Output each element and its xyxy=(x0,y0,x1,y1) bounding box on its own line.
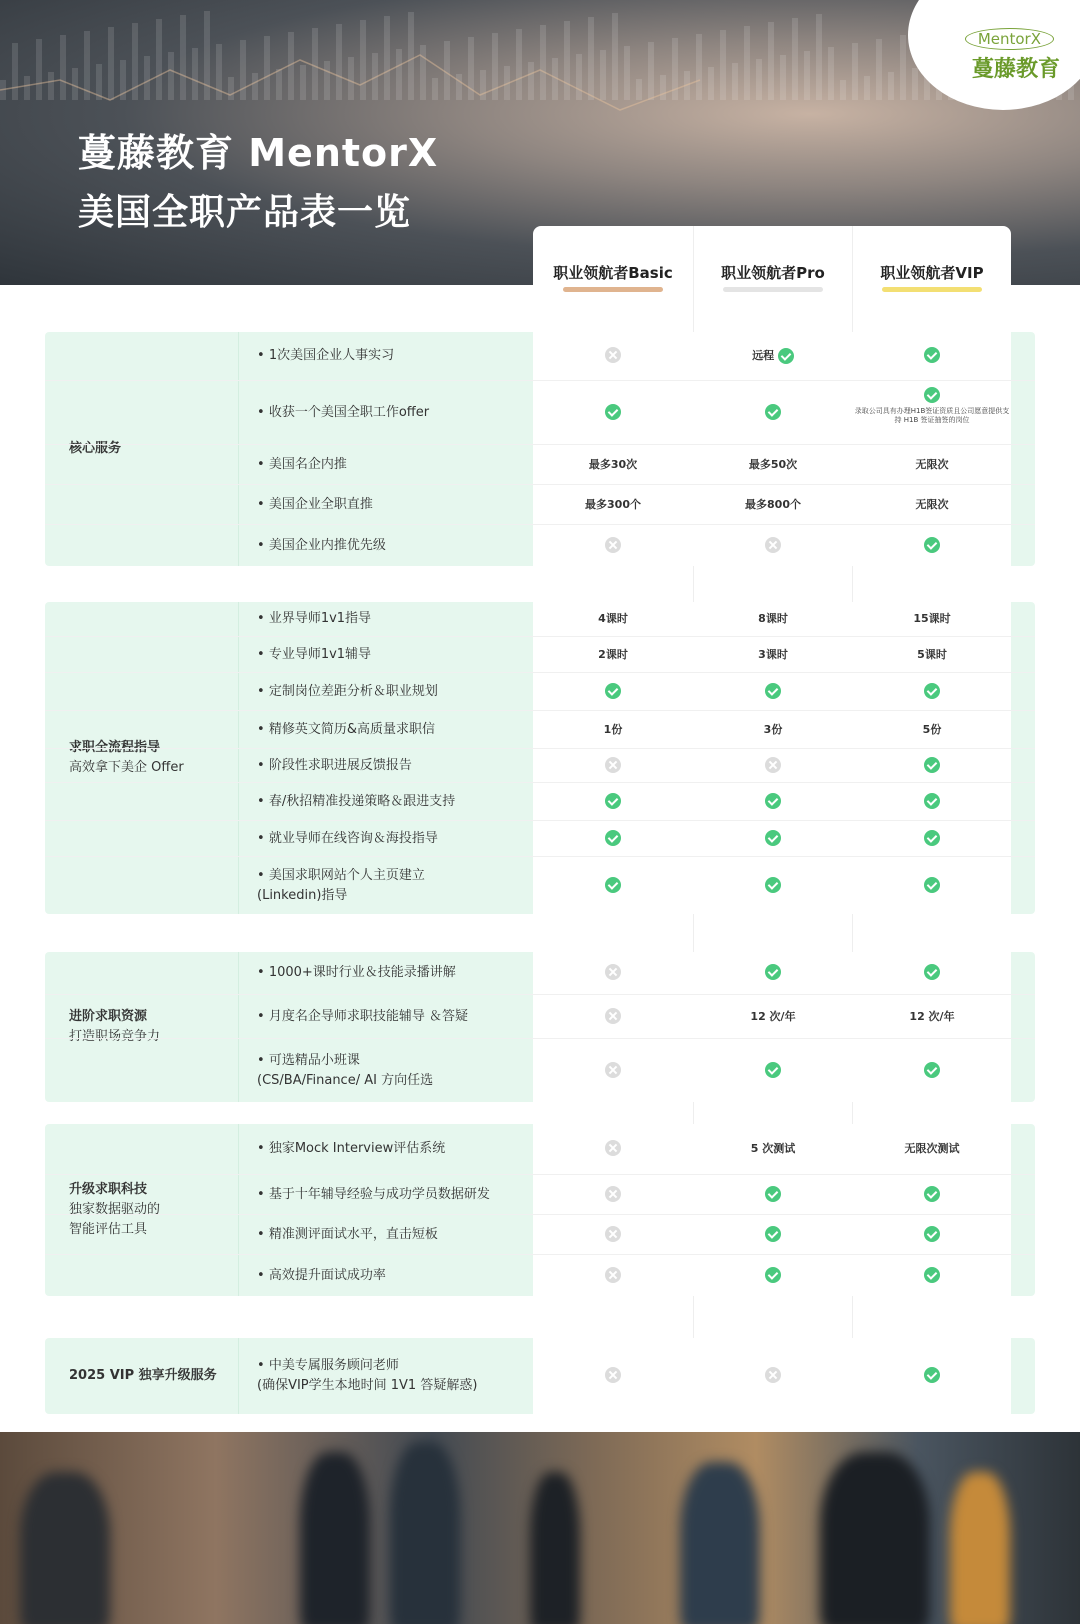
feature-label xyxy=(257,346,394,366)
check-icon xyxy=(765,964,781,980)
page-title: 蔓藤教育 MentorX xyxy=(78,131,439,175)
value-cell xyxy=(533,683,693,699)
value-cell xyxy=(852,793,1012,809)
cross-icon xyxy=(605,964,621,980)
table-row xyxy=(45,1254,1035,1297)
bullet: • xyxy=(257,1358,269,1373)
bullet: • xyxy=(257,1053,269,1068)
feature-label xyxy=(257,1139,445,1159)
feature-text: 阶段性求职进展反馈报告 xyxy=(268,758,412,773)
cross-icon xyxy=(605,1062,621,1078)
value-cell xyxy=(852,496,1012,512)
value-cell xyxy=(693,456,853,472)
check-icon xyxy=(924,757,940,773)
value-cell xyxy=(533,1140,693,1156)
bullet: • xyxy=(257,831,269,846)
feature-label xyxy=(257,963,456,983)
feature-text: 美国企业全职直推 xyxy=(268,497,373,512)
table-row xyxy=(45,1038,1035,1103)
check-icon xyxy=(924,1186,940,1202)
bullet: • xyxy=(257,611,269,626)
value-cell xyxy=(533,1062,693,1078)
plan-header-2 xyxy=(852,262,1012,292)
value-cell xyxy=(852,1186,1012,1202)
value-cell xyxy=(852,456,1012,472)
value-cell xyxy=(852,721,1012,737)
value-cell xyxy=(533,646,693,662)
value-text: 3份 xyxy=(763,723,783,736)
check-icon xyxy=(924,1267,940,1283)
bullet: • xyxy=(257,1141,269,1156)
check-icon xyxy=(765,830,781,846)
value-cell xyxy=(852,1140,1012,1156)
category-line: 高效拿下美企 Offer xyxy=(69,760,184,775)
value-text: 5 次测试 xyxy=(750,1142,796,1155)
category-line: 进阶求职资源 xyxy=(69,1009,148,1024)
bullet: • xyxy=(257,497,269,512)
bullet: • xyxy=(257,405,269,420)
value-text: 最多50次 xyxy=(748,458,798,471)
table-row xyxy=(45,332,1035,380)
value-cell xyxy=(533,456,693,472)
value-text: 12 次/年 xyxy=(750,1010,796,1023)
feature-label xyxy=(257,1185,490,1205)
feature-label xyxy=(257,536,386,556)
value-cell xyxy=(693,683,853,699)
check-icon xyxy=(765,877,781,893)
value-cell xyxy=(533,1186,693,1202)
value-cell xyxy=(533,1367,693,1383)
value-text: 2课时 xyxy=(598,648,628,661)
feature-label xyxy=(257,756,412,776)
value-cell xyxy=(533,964,693,980)
bullet: • xyxy=(257,758,269,773)
value-cell xyxy=(693,1140,853,1156)
check-icon xyxy=(605,683,621,699)
plan-underline xyxy=(563,287,663,292)
page-subtitle: 美国全职产品表一览 xyxy=(78,192,412,233)
bullet: • xyxy=(257,1227,269,1242)
value-cell xyxy=(533,1226,693,1242)
check-icon xyxy=(605,830,621,846)
category-line: 核心服务 xyxy=(69,441,122,456)
value-text: 5课时 xyxy=(917,648,947,661)
table-row xyxy=(45,444,1035,485)
feature-text: (Linkedin)指导 xyxy=(257,888,348,903)
check-icon xyxy=(605,404,621,420)
value-cell xyxy=(533,793,693,809)
feature-text: 1000+课时行业＆技能录播讲解 xyxy=(268,965,456,980)
category-line: 求职全流程指导 xyxy=(69,740,161,755)
feature-label xyxy=(257,866,425,906)
feature-label xyxy=(257,495,373,515)
category-line: 智能评估工具 xyxy=(69,1222,148,1237)
feature-label xyxy=(257,455,347,475)
feature-text: 中美专属服务顾问老师 xyxy=(268,1358,399,1373)
table-row xyxy=(45,672,1035,711)
bullet: • xyxy=(257,794,269,809)
value-cell xyxy=(852,1008,1012,1024)
value-cell xyxy=(693,347,853,364)
bullet: • xyxy=(257,722,269,737)
value-cell xyxy=(852,1367,1012,1383)
plan-header-0 xyxy=(533,262,693,292)
table-row xyxy=(45,1174,1035,1215)
table-row xyxy=(45,820,1035,857)
value-cell xyxy=(693,1062,853,1078)
value-cell xyxy=(693,404,853,420)
check-icon xyxy=(605,793,621,809)
check-icon xyxy=(765,1226,781,1242)
bullet: • xyxy=(257,348,269,363)
value-cell xyxy=(852,757,1012,773)
value-cell xyxy=(693,757,853,773)
value-cell xyxy=(852,646,1012,662)
feature-label xyxy=(257,829,438,849)
value-text: 12 次/年 xyxy=(909,1010,955,1023)
value-text: 4课时 xyxy=(598,612,628,625)
table-row xyxy=(45,602,1035,636)
value-cell xyxy=(693,830,853,846)
check-icon xyxy=(924,964,940,980)
check-icon xyxy=(765,1186,781,1202)
plan-header-1 xyxy=(693,262,853,292)
value-cell xyxy=(852,1226,1012,1242)
value-text: 无限次测试 xyxy=(904,1142,960,1155)
bullet: • xyxy=(257,538,269,553)
check-icon xyxy=(924,387,940,403)
feature-text: 1次美国企业人事实习 xyxy=(268,348,395,363)
value-cell xyxy=(693,964,853,980)
cross-icon xyxy=(605,1140,621,1156)
section-3 xyxy=(45,1124,1035,1296)
feature-label xyxy=(257,1051,433,1091)
bullet: • xyxy=(257,647,269,662)
category-line: 2025 VIP 独享升级服务 xyxy=(69,1368,217,1383)
check-icon xyxy=(924,1062,940,1078)
plan-underline xyxy=(882,287,982,292)
feature-text: 美国企业内推优先级 xyxy=(268,538,386,553)
value-text: 最多300个 xyxy=(585,498,641,511)
bullet: • xyxy=(257,868,269,883)
value-cell xyxy=(693,1008,853,1024)
value-cell xyxy=(533,347,693,363)
cross-icon xyxy=(765,1367,781,1383)
feature-text: 精准测评面试水平，直击短板 xyxy=(268,1227,438,1242)
feature-label xyxy=(257,720,435,740)
cross-icon xyxy=(605,537,621,553)
bullet: • xyxy=(257,965,269,980)
value-cell xyxy=(852,683,1012,699)
value-text: 5份 xyxy=(922,723,942,736)
feature-text: 定制岗位差距分析＆职业规划 xyxy=(268,684,438,699)
feature-text: 美国名企内推 xyxy=(268,457,347,472)
value-cell xyxy=(693,646,853,662)
table-row xyxy=(45,994,1035,1039)
feature-label xyxy=(257,1266,386,1286)
cross-icon xyxy=(605,1267,621,1283)
feature-text: 美国求职网站个人主页建立 xyxy=(268,868,425,883)
feature-text: 春/秋招精准投递策略＆跟进支持 xyxy=(268,794,456,809)
feature-label xyxy=(257,1356,477,1396)
table-row xyxy=(45,710,1035,749)
value-cell xyxy=(693,610,853,626)
feature-text: 就业导师在线咨询＆海投指导 xyxy=(268,831,438,846)
value-text: 3课时 xyxy=(758,648,788,661)
value-cell xyxy=(533,877,693,893)
bullet: • xyxy=(257,684,269,699)
check-icon xyxy=(924,793,940,809)
feature-text: 业界导师1v1指导 xyxy=(268,611,372,626)
cross-icon xyxy=(605,347,621,363)
value-cell xyxy=(693,1267,853,1283)
feature-label xyxy=(257,1225,438,1245)
feature-label xyxy=(257,645,371,665)
value-cell xyxy=(693,1226,853,1242)
value-cell xyxy=(533,496,693,512)
section-4 xyxy=(45,1338,1035,1414)
value-cell xyxy=(693,1367,853,1383)
value-text: 8课时 xyxy=(758,612,788,625)
table-row xyxy=(45,856,1035,915)
value-cell xyxy=(693,1186,853,1202)
value-cell xyxy=(852,964,1012,980)
feature-text: (CS/BA/Finance/ AI 方向任选 xyxy=(257,1073,434,1088)
plan-name: 职业领航者VIP xyxy=(880,264,984,282)
table-row xyxy=(45,748,1035,783)
table-row xyxy=(45,1338,1035,1414)
cross-icon xyxy=(765,757,781,773)
value-cell xyxy=(693,721,853,737)
cross-icon xyxy=(605,1367,621,1383)
table-row xyxy=(45,1124,1035,1174)
value-cell xyxy=(533,537,693,553)
value-text: 远程 xyxy=(752,349,775,362)
check-icon xyxy=(778,348,794,364)
bullet: • xyxy=(257,1009,269,1024)
value-cell xyxy=(693,877,853,893)
table-row xyxy=(45,380,1035,445)
cross-icon xyxy=(765,537,781,553)
value-cell xyxy=(533,404,693,420)
check-icon xyxy=(924,683,940,699)
table-row xyxy=(45,636,1035,673)
section-2 xyxy=(45,952,1035,1102)
cross-icon xyxy=(605,1226,621,1242)
section-1 xyxy=(45,602,1035,914)
value-cell xyxy=(852,387,1012,425)
value-cell xyxy=(533,1008,693,1024)
check-icon xyxy=(924,537,940,553)
feature-text: 收获一个美国全职工作offer xyxy=(268,405,430,420)
value-text: 1份 xyxy=(603,723,623,736)
value-cell xyxy=(852,1062,1012,1078)
value-text: 最多800个 xyxy=(745,498,801,511)
category-line: 打造职场竞争力 xyxy=(69,1029,161,1044)
value-cell xyxy=(693,496,853,512)
value-cell xyxy=(852,610,1012,626)
value-cell xyxy=(852,347,1012,363)
value-cell xyxy=(852,1267,1012,1283)
value-cell xyxy=(533,1267,693,1283)
feature-text: 精修英文简历&高质量求职信 xyxy=(268,722,435,737)
cross-icon xyxy=(605,757,621,773)
value-text: 15课时 xyxy=(913,612,951,625)
feature-label xyxy=(257,792,455,812)
value-cell xyxy=(533,757,693,773)
cross-icon xyxy=(605,1186,621,1202)
feature-text: 专业导师1v1辅导 xyxy=(268,647,372,662)
check-icon xyxy=(765,793,781,809)
category-line: 独家数据驱动的 xyxy=(69,1202,161,1217)
feature-label xyxy=(257,682,438,702)
check-icon xyxy=(924,1367,940,1383)
footer-crowd-photo xyxy=(0,1432,1080,1624)
value-cell xyxy=(852,830,1012,846)
table-row xyxy=(45,952,1035,994)
plan-name: 职业领航者Basic xyxy=(553,264,673,282)
feature-label xyxy=(257,1007,468,1027)
check-icon xyxy=(924,347,940,363)
value-cell xyxy=(852,877,1012,893)
value-text: 无限次 xyxy=(915,498,949,511)
table-row xyxy=(45,484,1035,525)
table-row xyxy=(45,524,1035,567)
check-icon xyxy=(924,1226,940,1242)
value-cell xyxy=(693,793,853,809)
table-row xyxy=(45,782,1035,821)
feature-text: 基于十年辅导经验与成功学员数据研发 xyxy=(268,1187,490,1202)
check-icon xyxy=(765,1267,781,1283)
check-icon xyxy=(765,1062,781,1078)
feature-text: 可选精品小班课 xyxy=(268,1053,360,1068)
plan-underline xyxy=(723,287,823,292)
check-icon xyxy=(765,683,781,699)
feature-label xyxy=(257,403,429,423)
logo-cn: 蔓藤教育 xyxy=(971,57,1060,82)
value-cell xyxy=(533,721,693,737)
value-text: 无限次 xyxy=(915,458,949,471)
value-note: 录取公司具有办理H1B签证资质且公司愿意提供支持 H1B 签证抽签的岗位 xyxy=(854,407,1010,424)
check-icon xyxy=(765,404,781,420)
section-0 xyxy=(45,332,1035,566)
value-cell xyxy=(533,610,693,626)
check-icon xyxy=(924,877,940,893)
cross-icon xyxy=(605,1008,621,1024)
value-cell xyxy=(533,830,693,846)
category-line: 升级求职科技 xyxy=(69,1182,148,1197)
table-row xyxy=(45,1214,1035,1255)
value-cell xyxy=(693,537,853,553)
feature-text: 高效提升面试成功率 xyxy=(268,1268,386,1283)
feature-text: (确保VIP学生本地时间 1V1 答疑解惑) xyxy=(257,1378,478,1393)
check-icon xyxy=(924,830,940,846)
bullet: • xyxy=(257,457,269,472)
bullet: • xyxy=(257,1187,269,1202)
feature-text: 独家Mock Interview评估系统 xyxy=(268,1141,446,1156)
value-cell xyxy=(852,537,1012,553)
feature-label xyxy=(257,609,371,629)
check-icon xyxy=(605,877,621,893)
bullet: • xyxy=(257,1268,269,1283)
feature-text: 月度名企导师求职技能辅导 ＆答疑 xyxy=(268,1009,468,1024)
plan-name: 职业领航者Pro xyxy=(721,264,825,282)
logo-en: MentorX xyxy=(965,28,1054,50)
value-text: 最多30次 xyxy=(588,458,638,471)
